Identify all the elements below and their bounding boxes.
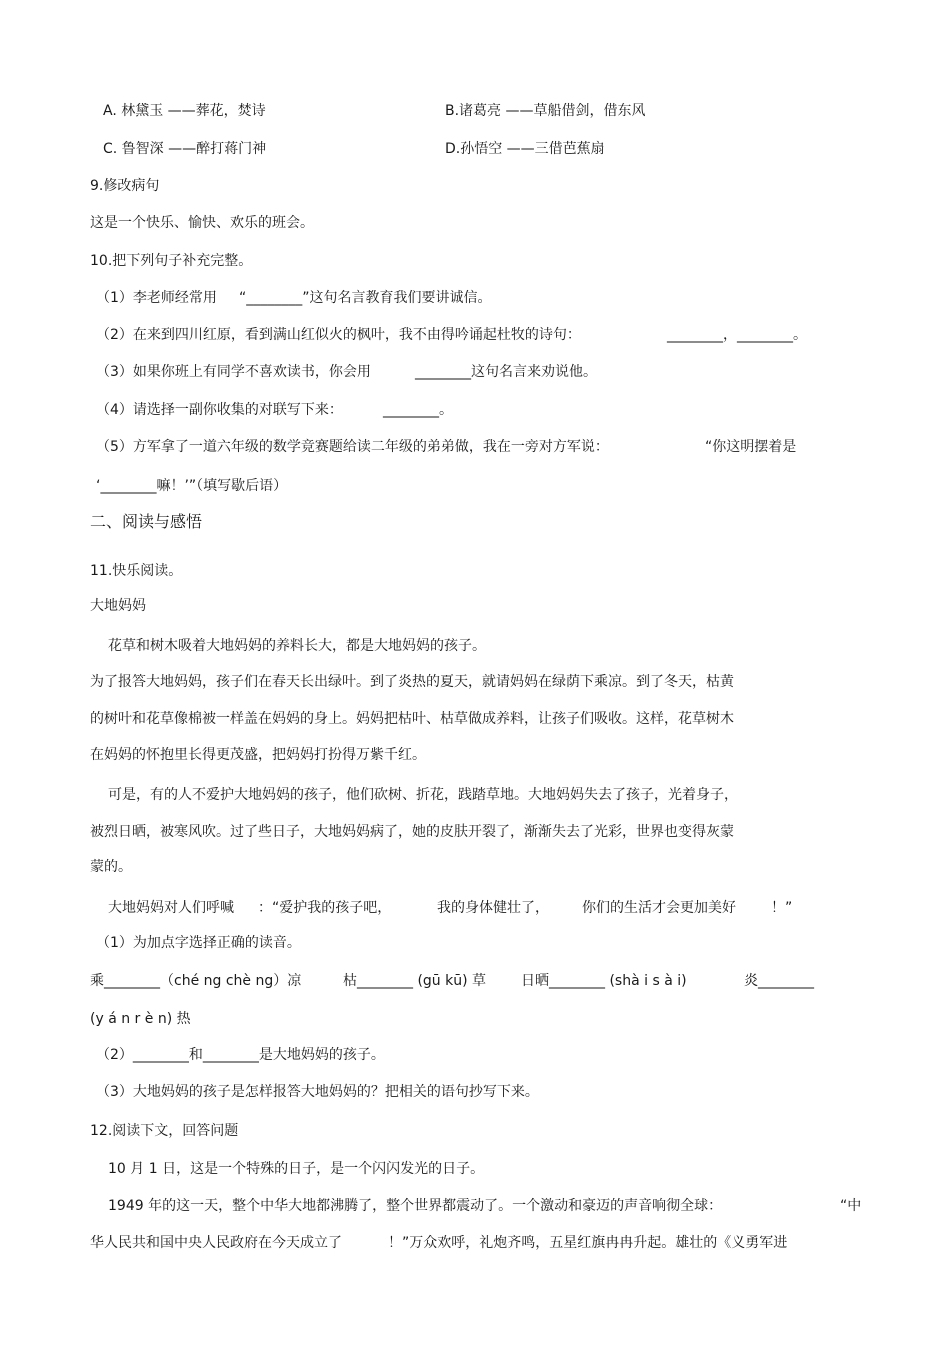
section-heading: 二、阅读与感悟 (90, 512, 203, 531)
q10-s2-blanks: ________，________。 (667, 327, 807, 343)
passage-p4-part3: 我的身体健壮了， (437, 900, 549, 916)
passage-p4-part4: 你们的生活才会更加美好 (582, 900, 736, 916)
q10-title: 10.把下列句子补充完整。 (90, 253, 253, 269)
passage-p4-part5: ！” (771, 900, 793, 916)
q10-s5-label: （5）方军拿了一道六年级的数学竞赛题给读二年级的弟弟做，我在一旁对方军说： (96, 439, 609, 455)
q12-p1: 10 月 1 日，这是一个特殊的日子，是一个闪闪发光的日子。 (108, 1161, 485, 1177)
q9-title: 9.修改病句 (90, 178, 160, 194)
q10-s1-text: “________”这句名言教育我们要讲诚信。 (239, 290, 492, 306)
pinyin-item-4: 炎________ (744, 973, 814, 989)
passage-p2-line3: 在妈妈的怀抱里长得更茂盛，把妈妈打扮得万紫千红。 (90, 747, 426, 763)
q10-s1-label: （1）李老师经常用 (96, 290, 217, 306)
passage-p4-part1: 大地妈妈对人们呼喊 (108, 900, 234, 916)
q12-p2-line2b: ！”万众欢呼，礼炮齐鸣，五星红旗冉冉升起。雄壮的《义勇军进 (388, 1235, 788, 1251)
passage-p3-line1: 可是，有的人不爱护大地妈妈的孩子，他们砍树、折花，践踏草地。大地妈妈失去了孩子，光着身子， (108, 787, 738, 803)
pinyin-item-3: 日晒________ (shà i s à i) (521, 973, 687, 989)
q11-title: 11.快乐阅读。 (90, 563, 183, 579)
passage-p4-part2: ：“爱护我的孩子吧， (258, 900, 392, 916)
passage-title: 大地妈妈 (90, 598, 146, 614)
option-c: C. 鲁智深 ——醉打蒋门神 (103, 141, 267, 157)
q10-s5-quote: “你这明摆着是 (705, 439, 797, 455)
q12-p2-line2a: 华人民共和国中央人民政府在今天成立了 (90, 1235, 342, 1251)
option-d: D.孙悟空 ——三借芭蕉扇 (445, 141, 605, 157)
q10-s4-label: （4）请选择一副你收集的对联写下来： (96, 402, 343, 418)
q12-p2-line1: 1949 年的这一天，整个中华大地都沸腾了，整个世界都震动了。一个激动和豪迈的声音响彻全球： (108, 1198, 723, 1214)
q10-s4-blank: ________。 (383, 402, 453, 418)
passage-p2-line2: 的树叶和花草像棉被一样盖在妈妈的身上。妈妈把枯叶、枯草做成养料，让孩子们吸收。这样，花草树木 (90, 711, 734, 727)
passage-p3-line2: 被烈日晒，被寒风吹。过了些日子，大地妈妈病了，她的皮肤开裂了，渐渐失去了光彩，世界也变得灰蒙 (90, 824, 734, 840)
q11-sub1: （1）为加点字选择正确的读音。 (96, 935, 301, 951)
q9-sentence: 这是一个快乐、愉快、欢乐的班会。 (90, 215, 314, 231)
passage-p3-line3: 蒙的。 (90, 859, 132, 875)
q10-s3-label: （3）如果你班上有同学不喜欢读书，你会用 (96, 364, 371, 380)
q11-sub2: （2）________和________是大地妈妈的孩子。 (96, 1047, 385, 1063)
q12-title: 12.阅读下文，回答问题 (90, 1123, 239, 1139)
pinyin-item-2: 枯________ (gū kū) 草 (343, 973, 487, 989)
q10-s2-label: （2）在来到四川红原，看到满山红似火的枫叶，我不由得吟诵起杜牧的诗句： (96, 327, 581, 343)
q12-p2-quote-start: “中 (840, 1198, 862, 1214)
option-a: A. 林黛玉 ——葬花，焚诗 (103, 103, 266, 119)
passage-p1: 花草和树木吸着大地妈妈的养料长大，都是大地妈妈的孩子。 (108, 638, 486, 654)
q11-sub3: （3）大地妈妈的孩子是怎样报答大地妈妈的？把相关的语句抄写下来。 (96, 1084, 539, 1100)
pinyin-item-4-options: (y á n r è n) 热 (90, 1011, 191, 1027)
passage-p2-line1: 为了报答大地妈妈，孩子们在春天长出绿叶。到了炎热的夏天，就请妈妈在绿荫下乘凉。到了冬天，枯黄 (90, 674, 734, 690)
q10-s3-text: ________这句名言来劝说他。 (415, 364, 597, 380)
pinyin-item-1: 乘________（ché ng chè ng）凉 (90, 973, 302, 989)
q10-s5-blank: ‘________嘛！’”（填写歇后语） (96, 478, 288, 494)
option-b: B.诸葛亮 ——草船借剑，借东风 (445, 103, 646, 119)
